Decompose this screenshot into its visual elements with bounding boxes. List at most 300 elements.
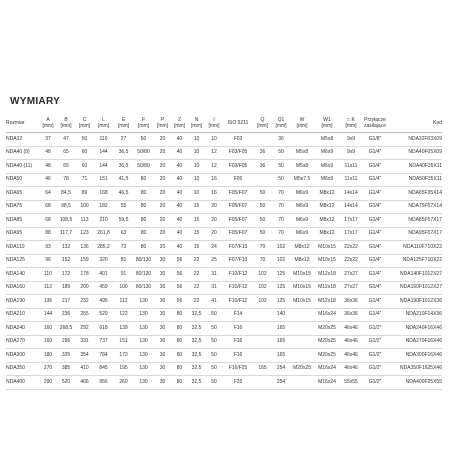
table-cell: M10x15 xyxy=(290,295,314,309)
table-cell: 459 xyxy=(93,281,114,295)
table-cell: 254 xyxy=(272,362,290,376)
table-cell: NDA300F16X46 xyxy=(388,349,442,363)
table-cell: M20x25 xyxy=(290,362,314,376)
table-cell: G1/4" xyxy=(362,160,388,174)
table-cell: 93 xyxy=(40,241,56,255)
table-cell: 50 xyxy=(205,308,223,322)
table-cell: 123 xyxy=(76,227,93,241)
table-cell: M16x24 xyxy=(314,308,340,322)
table-cell: 130 xyxy=(133,308,154,322)
table-cell: 40 xyxy=(171,133,188,147)
table-cell: M10x15 xyxy=(290,281,314,295)
table-cell: NDA160 xyxy=(6,281,40,295)
table-cell: M5x8 xyxy=(290,146,314,160)
table-cell: 40 xyxy=(171,173,188,187)
table-cell: NDA240F16X46 xyxy=(388,322,442,336)
table-cell: 30 xyxy=(154,254,171,268)
table-cell: 20 xyxy=(205,200,223,214)
table-cell: 32,5 xyxy=(188,335,205,349)
table-cell: NDA40F35X11 xyxy=(388,160,442,174)
table-row xyxy=(6,241,442,255)
table-cell: 144 xyxy=(93,160,114,174)
table-cell: 41,5 xyxy=(114,173,133,187)
table-cell: 50 xyxy=(253,214,272,228)
table-cell: 100 xyxy=(76,200,93,214)
table-cell: 40 xyxy=(171,146,188,160)
page-title: WYMIARY xyxy=(10,96,61,107)
table-cell: 16 xyxy=(205,187,223,201)
table-cell: NDA75F57X14 xyxy=(388,200,442,214)
table-cell: M12x18 xyxy=(314,281,340,295)
table-cell: M8x12 xyxy=(290,254,314,268)
table-cell: 255 xyxy=(76,308,93,322)
table-cell: 50/80 xyxy=(133,160,154,174)
column-header-label: ISO 5211 xyxy=(227,119,249,126)
table-cell: 110 xyxy=(93,133,114,147)
table-cell: M8x12 xyxy=(314,214,340,228)
table-cell: M10x15 xyxy=(314,241,340,255)
table-cell: 30 xyxy=(154,349,171,363)
table-cell: NDA140F1012X27 xyxy=(388,268,442,282)
table-cell: 48 xyxy=(40,160,56,174)
table-cell: 78 xyxy=(56,173,76,187)
table-cell: 63 xyxy=(114,227,133,241)
table-row xyxy=(6,227,442,241)
table-cell: 112 xyxy=(114,295,133,309)
table-cell: M6x9 xyxy=(314,173,340,187)
table-cell: NDA75 xyxy=(6,200,40,214)
table-cell: F16 xyxy=(223,349,253,363)
table-cell: 122 xyxy=(114,308,133,322)
table-cell: NDA85 xyxy=(6,214,40,228)
table-cell: 55 xyxy=(114,200,133,214)
table-cell: 50 xyxy=(205,335,223,349)
table-cell xyxy=(290,376,314,390)
table-cell: 130 xyxy=(133,349,154,363)
table-cell: G1/4" xyxy=(362,200,388,214)
table-cell: 117,7 xyxy=(56,227,76,241)
table-row xyxy=(6,187,442,201)
table-cell: 80 xyxy=(133,214,154,228)
table-cell: NDA190 xyxy=(6,295,40,309)
column-header-label: C xyxy=(82,116,87,123)
table-cell: 80/130 xyxy=(133,281,154,295)
table-cell: 125 xyxy=(272,268,290,282)
table-cell: NDA50 xyxy=(6,173,40,187)
table-cell: F05 xyxy=(223,173,253,187)
table-cell: 10 xyxy=(205,133,223,147)
column-header xyxy=(76,113,93,133)
table-cell: 22x22 xyxy=(340,254,362,268)
table-cell: 529 xyxy=(93,308,114,322)
table-cell: 46x46 xyxy=(340,362,362,376)
table-cell: G1/4" xyxy=(362,268,388,282)
table-cell: F10/F12 xyxy=(223,281,253,295)
column-header-label: □ K xyxy=(347,116,355,123)
table-cell: 12 xyxy=(205,146,223,160)
table-cell: 152 xyxy=(56,254,76,268)
table-cell: 189 xyxy=(56,281,76,295)
table-cell xyxy=(253,133,272,147)
table-cell: 65 xyxy=(56,146,76,160)
table-cell: 40 xyxy=(171,160,188,174)
table-cell: 50 xyxy=(76,133,93,147)
column-header-unit: [mm] xyxy=(42,122,54,129)
column-header-unit: [mm] xyxy=(97,122,110,129)
table-cell: 20 xyxy=(154,200,171,214)
table-cell: 36,5 xyxy=(114,146,133,160)
table-cell: 30 xyxy=(154,376,171,390)
table-cell: NDA40F05X09 xyxy=(388,146,442,160)
table-cell: 20 xyxy=(154,160,171,174)
table-cell: 46x46 xyxy=(340,349,362,363)
table-cell: 102 xyxy=(253,268,272,282)
table-cell: 292 xyxy=(76,322,93,336)
column-header-unit: [mm] xyxy=(60,122,72,129)
dimensions-table xyxy=(6,113,442,390)
table-cell: 737 xyxy=(93,335,114,349)
column-header xyxy=(290,113,314,133)
table-cell: 102 xyxy=(253,281,272,295)
column-header-label: A xyxy=(46,116,50,123)
table-cell xyxy=(253,173,272,187)
table-cell: NDA85F57X17 xyxy=(388,214,442,228)
table-cell: 108,5 xyxy=(56,214,76,228)
table-cell: M10x15 xyxy=(314,254,340,268)
table-cell: G1/4" xyxy=(362,227,388,241)
column-header-label: I xyxy=(213,116,215,123)
table-cell: 60 xyxy=(76,160,93,174)
table-cell: 102 xyxy=(272,254,290,268)
column-header-unit: [mm] xyxy=(321,122,333,129)
table-cell: 9x9 xyxy=(340,133,362,147)
table-cell: 27x27 xyxy=(340,268,362,282)
table-cell: 27x27 xyxy=(340,281,362,295)
column-header xyxy=(205,113,223,133)
table-cell: 56 xyxy=(171,295,188,309)
table-cell: F10/F12 xyxy=(223,268,253,282)
table-cell: 22 xyxy=(188,295,205,309)
table-row xyxy=(6,281,442,295)
table-cell: 30 xyxy=(154,281,171,295)
column-header-label: W xyxy=(299,116,305,123)
table-cell: 260 xyxy=(114,376,133,390)
table-cell: 22 xyxy=(188,254,205,268)
table-cell: M12x18 xyxy=(314,268,340,282)
table-cell: 32,5 xyxy=(188,376,205,390)
table-row xyxy=(6,254,442,268)
column-header-unit: [mm] xyxy=(275,122,287,129)
table-cell: 173 xyxy=(114,349,133,363)
table-cell: 159 xyxy=(76,254,93,268)
column-header xyxy=(6,113,40,133)
table-cell: 11x11 xyxy=(340,160,362,174)
table-cell: 22 xyxy=(188,268,205,282)
table-cell: 168 xyxy=(93,187,114,201)
column-header xyxy=(362,113,388,133)
table-cell: 47 xyxy=(56,133,76,147)
table-cell: 71 xyxy=(76,173,93,187)
table-cell: NDA350F1625X46 xyxy=(388,362,442,376)
table-cell: 784 xyxy=(93,349,114,363)
table-cell: 46,5 xyxy=(114,187,133,201)
table-cell: 30 xyxy=(154,308,171,322)
table-cell: NDA125F710X22 xyxy=(388,254,442,268)
table-cell: 331 xyxy=(76,335,93,349)
column-header xyxy=(154,113,171,133)
table-cell: G1/2" xyxy=(362,376,388,390)
table-cell: 172 xyxy=(56,268,76,282)
table-cell: G1/4" xyxy=(362,187,388,201)
table-cell: 30 xyxy=(154,268,171,282)
table-cell: 32,5 xyxy=(188,308,205,322)
table-cell: 956 xyxy=(93,376,114,390)
table-cell: 144 xyxy=(40,308,56,322)
table-cell: 160 xyxy=(40,322,56,336)
table-cell: 12 xyxy=(205,160,223,174)
column-header-label: L xyxy=(102,116,105,123)
table-cell: 96 xyxy=(40,254,56,268)
table-cell: 36 xyxy=(272,133,290,147)
table-cell: 20 xyxy=(154,146,171,160)
table-cell: 140 xyxy=(272,308,290,322)
table-cell: G1/4" xyxy=(362,295,388,309)
table-cell: M20x25 xyxy=(314,349,340,363)
column-header xyxy=(223,113,253,133)
table-row xyxy=(6,362,442,376)
table-cell: 217 xyxy=(56,295,76,309)
table-cell: NDA65F35X14 xyxy=(388,187,442,201)
column-header-unit: [mm] xyxy=(173,122,186,129)
table-cell xyxy=(290,308,314,322)
table-cell: 182 xyxy=(93,200,114,214)
column-header xyxy=(272,113,290,133)
table-cell: 22x22 xyxy=(340,241,362,255)
table-cell: 55x55 xyxy=(340,376,362,390)
table-cell: 10 xyxy=(188,133,205,147)
table-cell: 41 xyxy=(205,295,223,309)
table-cell: 80 xyxy=(133,187,154,201)
table-row xyxy=(6,160,442,174)
table-cell: F03 xyxy=(223,133,253,147)
column-header-label: Przyłącze zasilające xyxy=(364,116,386,129)
table-cell: G1/2" xyxy=(362,335,388,349)
table-cell: NDA160F1012X27 xyxy=(388,281,442,295)
table-cell: 10 xyxy=(188,173,205,187)
table-cell: 15 xyxy=(188,227,205,241)
table-cell: 20 xyxy=(154,214,171,228)
table-cell: 68 xyxy=(40,214,56,228)
table-cell: M8x12 xyxy=(290,241,314,255)
table-cell: 50 xyxy=(272,160,290,174)
table-cell: F14 xyxy=(223,308,253,322)
table-cell: 68 xyxy=(40,200,56,214)
table-cell: F05/F07 xyxy=(223,187,253,201)
column-header-unit: [mm] xyxy=(345,122,357,129)
table-cell: F25 xyxy=(223,376,253,390)
table-cell: 89 xyxy=(76,187,93,201)
table-cell: NDA400 xyxy=(6,376,40,390)
column-header xyxy=(93,113,114,133)
column-header-label: W1 xyxy=(323,116,331,123)
table-cell: 102 xyxy=(253,295,272,309)
table-cell: NDA270F16X46 xyxy=(388,335,442,349)
table-cell: 20 xyxy=(205,214,223,228)
column-header xyxy=(133,113,154,133)
table-cell: NDA40 (9) xyxy=(6,146,40,160)
table-row xyxy=(6,200,442,214)
table-cell: F05/F07 xyxy=(223,214,253,228)
table-cell: NDA400F25X55 xyxy=(388,376,442,390)
table-cell: 98,5 xyxy=(56,200,76,214)
column-header-unit: [mm] xyxy=(117,122,130,129)
table-cell: 46x46 xyxy=(340,335,362,349)
column-header xyxy=(388,113,442,133)
table-cell: 15 xyxy=(188,200,205,214)
table-cell: 80 xyxy=(133,241,154,255)
table-cell: 37 xyxy=(40,133,56,147)
table-cell: 84,5 xyxy=(56,187,76,201)
table-cell: F05/F07 xyxy=(223,200,253,214)
table-cell: 40 xyxy=(171,227,188,241)
table-cell: 151 xyxy=(114,335,133,349)
table-cell: 10 xyxy=(188,160,205,174)
table-cell: 40 xyxy=(171,241,188,255)
table-cell: 70 xyxy=(272,200,290,214)
column-header-label: F xyxy=(141,116,146,123)
table-cell: 10 xyxy=(188,187,205,201)
column-header-label: E xyxy=(121,116,126,123)
table-cell: 27 xyxy=(114,133,133,147)
table-cell: 56 xyxy=(171,281,188,295)
table-cell: 17x17 xyxy=(340,214,362,228)
table-cell: G1/4" xyxy=(362,281,388,295)
table-cell xyxy=(253,308,272,322)
table-cell: 845 xyxy=(93,362,114,376)
table-cell: M6x9 xyxy=(290,227,314,241)
table-cell: 59,5 xyxy=(114,214,133,228)
table-cell: NDA95F57X17 xyxy=(388,227,442,241)
table-cell: 80 xyxy=(133,200,154,214)
table-cell: 80 xyxy=(133,173,154,187)
table-cell: 22 xyxy=(188,281,205,295)
table-row xyxy=(6,322,442,336)
table-cell: 14x14 xyxy=(340,200,362,214)
table-cell: 46 xyxy=(40,173,56,187)
table-row xyxy=(6,335,442,349)
table-cell: 268,5 xyxy=(56,322,76,336)
table-cell: F07/F10 xyxy=(223,241,253,255)
table-cell: 130 xyxy=(133,335,154,349)
table-cell: 232 xyxy=(76,295,93,309)
table-row xyxy=(6,268,442,282)
table-cell: 139 xyxy=(114,322,133,336)
table-cell: M8x12 xyxy=(314,227,340,241)
column-header xyxy=(171,113,188,133)
table-cell: 296 xyxy=(56,335,76,349)
table-cell: 15 xyxy=(188,241,205,255)
table-cell: 73 xyxy=(114,241,133,255)
table-cell: NDA65 xyxy=(6,187,40,201)
table-cell: 270 xyxy=(40,362,56,376)
table-cell: G1/4" xyxy=(362,241,388,255)
table-cell: NDA190F1012X36 xyxy=(388,295,442,309)
table-cell: 20 xyxy=(154,173,171,187)
table-cell: 32,5 xyxy=(188,322,205,336)
table-cell xyxy=(290,133,314,147)
table-cell xyxy=(290,349,314,363)
table-cell: 50 xyxy=(272,146,290,160)
table-cell: 112 xyxy=(40,281,56,295)
table-cell: NDA210 xyxy=(6,308,40,322)
table-cell: 290 xyxy=(40,376,56,390)
table-cell: 81 xyxy=(114,254,133,268)
table-cell: 385 xyxy=(56,362,76,376)
column-header xyxy=(114,113,133,133)
table-row xyxy=(6,173,442,187)
table-cell: 495 xyxy=(93,295,114,309)
table-cell: 17x17 xyxy=(340,227,362,241)
table-cell: 130 xyxy=(133,322,154,336)
table-cell: 16 xyxy=(205,173,223,187)
table-cell: F16 xyxy=(223,322,253,336)
table-cell: M20x25 xyxy=(314,322,340,336)
table-cell: 50 xyxy=(205,362,223,376)
table-cell: 20 xyxy=(154,187,171,201)
table-cell: 466 xyxy=(76,376,93,390)
table-cell: 144 xyxy=(93,146,114,160)
table-cell: NDA110 xyxy=(6,241,40,255)
table-cell: 80 xyxy=(171,335,188,349)
table-cell: 36 xyxy=(253,146,272,160)
table-cell xyxy=(253,376,272,390)
table-cell: G1/4" xyxy=(362,308,388,322)
table-cell: 20 xyxy=(154,227,171,241)
table-cell: 165 xyxy=(253,362,272,376)
table-cell: 160 xyxy=(40,335,56,349)
table-cell: 285,2 xyxy=(93,241,114,255)
table-cell: 9x9 xyxy=(340,146,362,160)
table-cell: G1/8" xyxy=(362,133,388,147)
table-row xyxy=(6,376,442,390)
table-cell: 80 xyxy=(171,349,188,363)
table-cell: 102 xyxy=(272,241,290,255)
table-cell: 180 xyxy=(40,349,56,363)
table-cell: 30 xyxy=(154,295,171,309)
table-cell: 80 xyxy=(133,227,154,241)
column-header-unit: [mm] xyxy=(256,122,269,129)
table-cell: 20 xyxy=(154,241,171,255)
table-cell: 32,5 xyxy=(188,349,205,363)
table-cell: M8x12 xyxy=(314,200,340,214)
column-header-label: Q1 xyxy=(277,116,285,123)
table-cell: 50 xyxy=(205,322,223,336)
table-cell: 110 xyxy=(40,268,56,282)
table-cell: F03/F05 xyxy=(223,146,253,160)
table-cell: M16x24 xyxy=(314,362,340,376)
table-cell: 520 xyxy=(56,376,76,390)
table-cell xyxy=(253,349,272,363)
table-cell: 50 xyxy=(205,349,223,363)
table-cell: NDA140 xyxy=(6,268,40,282)
table-cell: 36x36 xyxy=(340,295,362,309)
table-cell: 50 xyxy=(272,173,290,187)
table-cell: 136 xyxy=(76,241,93,255)
table-cell: M6x9 xyxy=(290,214,314,228)
table-cell: 410 xyxy=(76,362,93,376)
table-cell: G1/4" xyxy=(362,146,388,160)
table-cell: 30 xyxy=(154,362,171,376)
